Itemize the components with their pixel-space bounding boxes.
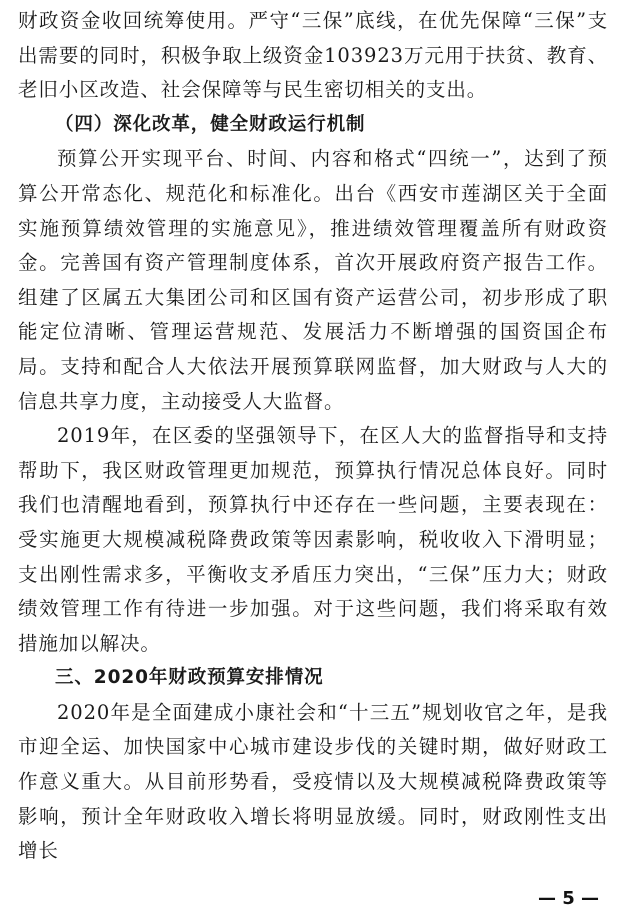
section-heading-2020-budget: 三、2020年财政预算安排情况 <box>55 667 324 689</box>
paragraph-continuation: 财政资金收回统筹使用。严守“三保”底线，在优先保障“三保”支出需要的同时，积极争取上级资金103923万元用于扶贫、教育、老旧小区改造、社会保障等与民生密切相关的支出。 <box>18 9 608 102</box>
paragraph-2020-outlook: 2020年是全面建成小康社会和“十三五”规划收官之年，是我市迎全运、加快国家中心城市建设步伐的关键时期，做好财政工作意义重大。从目前形势看，受疫情以及大规模减税降费政策等影响，预计全年财政收入增长将明显放缓。同时，财政刚性支出增长 <box>18 700 608 863</box>
page-number: — 5 — <box>537 888 599 909</box>
document-body <box>18 4 608 869</box>
paragraph-budget-disclosure: 预算公开实现平台、时间、内容和格式“四统一”，达到了预算公开常态化、规范化和标准化。出台《西安市莲湖区关于全面实施预算绩效管理的实施意见》，推进绩效管理覆盖所有财政资金。完善国有资产管理制度体系，首次开展政府资产报告工作。组建了区属五大集团公司和区国有资产运营公司，初步形成了职能定位清晰、管理运营规范、发展活力不断增强的国资国企布局。支持和配合人大依法开展预算联网监督，加大财政与人大的信息共享力度，主动接受人大监督。 <box>18 147 608 413</box>
section-heading-deepen-reform: （四）深化改革，健全财政运行机制 <box>55 113 366 135</box>
paragraph-2019-summary: 2019年，在区委的坚强领导下，在区人大的监督指导和支持帮助下，我区财政管理更加规范，预算执行情况总体良好。同时我们也清醒地看到，预算执行中还存在一些问题，主要表现在：受实施更大规模减税降费政策等因素影响，税收收入下滑明显；支出刚性需求多，平衡收支矛盾压力突出，“三保”压力大；财政绩效管理工作有待进一步加强。对于这些问题，我们将采取有效措施加以解决。 <box>18 424 608 655</box>
